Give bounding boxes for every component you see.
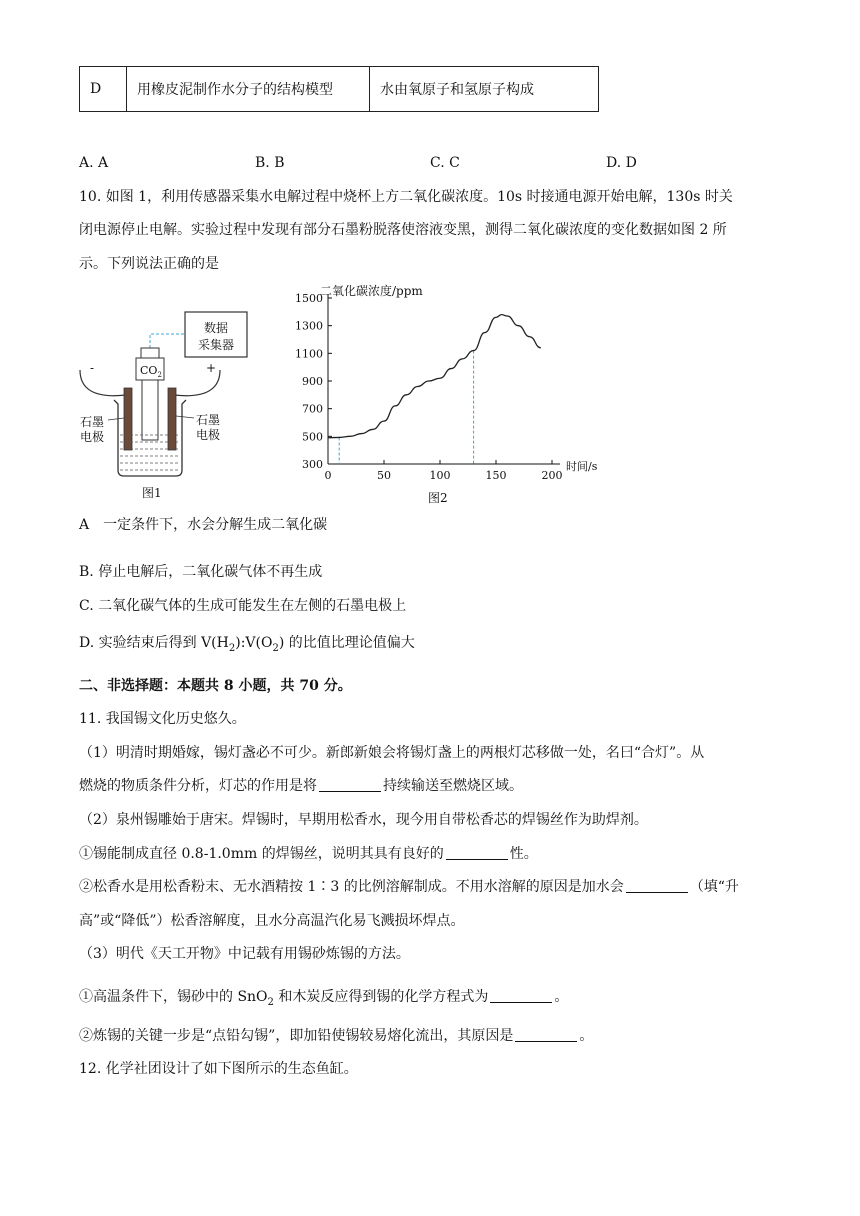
figure1-caption: 图1 xyxy=(142,486,162,500)
x-tick-label: 0 xyxy=(324,469,332,482)
y-tick-label: 1100 xyxy=(295,347,323,361)
y-tick-label: 300 xyxy=(302,458,323,471)
chart-ylabel: 二氧化碳浓度/ppm xyxy=(320,284,423,298)
left-electrode-label-1: 石墨 xyxy=(80,415,105,429)
answer-blank xyxy=(446,858,508,860)
series-line xyxy=(328,315,541,438)
x-tick-label: 50 xyxy=(377,469,391,482)
answer-blank xyxy=(515,1040,577,1042)
table-cell-method: 用橡皮泥制作水分子的结构模型 xyxy=(127,67,370,112)
y-tick-label: 900 xyxy=(302,375,323,388)
option-table xyxy=(79,66,599,112)
q10-option-b: B. 停止电解后，二氧化碳气体不再生成 xyxy=(79,564,323,580)
q10-option-d: D. 实验结束后得到 $V(H_2):V(O_2)$ 的比值比理论值偏大 xyxy=(79,635,415,654)
right-electrode-label-2: 电极 xyxy=(196,428,221,442)
q11-p3-2: ②炼锡的关键一步是“点铅勾锡”，即加铅使锡较易熔化流出，其原因是 。 xyxy=(79,1028,594,1044)
q11-p1-line2: 燃烧的物质条件分析，灯芯的作用是将 持续输送至燃烧区域。 xyxy=(79,778,523,794)
answer-blank xyxy=(319,790,381,792)
choice-d: D. D xyxy=(606,155,637,171)
figure2-caption: 图2 xyxy=(428,491,448,505)
q10-stem-line2: 闭电源停止电解。实验过程中发现有部分石墨粉脱落使溶液变黑，测得二氧化碳浓度的变化数据如图 2 所 xyxy=(79,222,727,238)
x-tick-label: 100 xyxy=(429,469,451,482)
x-tick-label: 150 xyxy=(485,469,507,482)
q11-p2-2-line2: 高”或“降低”）松香溶解度，且水分高温汽化易飞溅损坏焊点。 xyxy=(79,913,465,929)
q11-p2-1: ①锡能制成直径 0.8-1.0mm 的焊锡丝，说明其具有良好的 性。 xyxy=(79,846,538,862)
q10-stem-line3: 示。下列说法正确的是 xyxy=(79,256,219,272)
q11-title: 11. 我国锡文化历史悠久。 xyxy=(79,711,246,727)
y-tick-label: 700 xyxy=(302,402,323,416)
y-tick-label: 1300 xyxy=(295,319,323,333)
co2-chart xyxy=(280,280,600,510)
table-row xyxy=(80,67,599,112)
sensor-label: $CO_2$ xyxy=(140,364,162,379)
collector-label-2: 采集器 xyxy=(197,338,235,352)
choice-c: C. C xyxy=(430,155,460,171)
q11-p3: （3）明代《天工开物》中记载有用锡砂炼锡的方法。 xyxy=(79,946,410,962)
q12-title: 12. 化学社团设计了如下图所示的生态鱼缸。 xyxy=(79,1061,358,1077)
choice-b: B. B xyxy=(255,155,285,171)
x-tick-label: 200 xyxy=(541,469,563,482)
q11-p2: （2）泉州锡雕始于唐宋。焊锡时，早期用松香水，现今用自带松香芯的焊锡丝作为助焊剂。 xyxy=(79,812,648,828)
choice-a: A. A xyxy=(79,155,109,171)
left-electrode-label-2: 电极 xyxy=(80,430,105,444)
answer-blank xyxy=(626,891,688,893)
right-electrode-label-1: 石墨 xyxy=(196,413,221,427)
plus-sign: + xyxy=(206,361,217,375)
q10-stem-line1: 10. 如图 1，利用传感器采集水电解过程中烧杯上方二氧化碳浓度。10s 时接通电源开始电解，130s 时关 xyxy=(79,189,733,205)
y-tick-label: 1500 xyxy=(295,292,323,305)
chart-xlabel: 时间/s xyxy=(566,460,598,473)
collector-label-1: 数据 xyxy=(203,321,229,335)
q10-option-a: A 一定条件下，水会分解生成二氧化碳 xyxy=(79,517,328,533)
table-cell-letter: D xyxy=(80,67,127,112)
y-tick-label: 500 xyxy=(302,430,323,444)
q10-option-c: C. 二氧化碳气体的生成可能发生在左侧的石墨电极上 xyxy=(79,598,407,614)
table-cell-conclusion: 水由氧原子和氢原子构成 xyxy=(370,67,599,112)
answer-blank xyxy=(490,1001,552,1003)
figure1-apparatus xyxy=(70,300,270,505)
q11-p3-1: ①高温条件下，锡砂中的 SnO$_2$ 和木炭反应得到锡的化学方程式为 。 xyxy=(79,989,569,1008)
q11-p1-line1: （1）明清时期婚嫁，锡灯盏必不可少。新郎新娘会将锡灯盏上的两根灯芯移做一处，名曰“合灯”。从 xyxy=(79,745,705,761)
section2-heading: 二、非选择题：本题共 8 小题，共 70 分。 xyxy=(79,678,352,694)
minus-sign: - xyxy=(90,361,95,375)
q11-p2-2-line1: ②松香水是用松香粉末、无水酒精按 1∶3 的比例溶解制成。不用水溶解的原因是加水会 （填“升 xyxy=(79,879,739,895)
